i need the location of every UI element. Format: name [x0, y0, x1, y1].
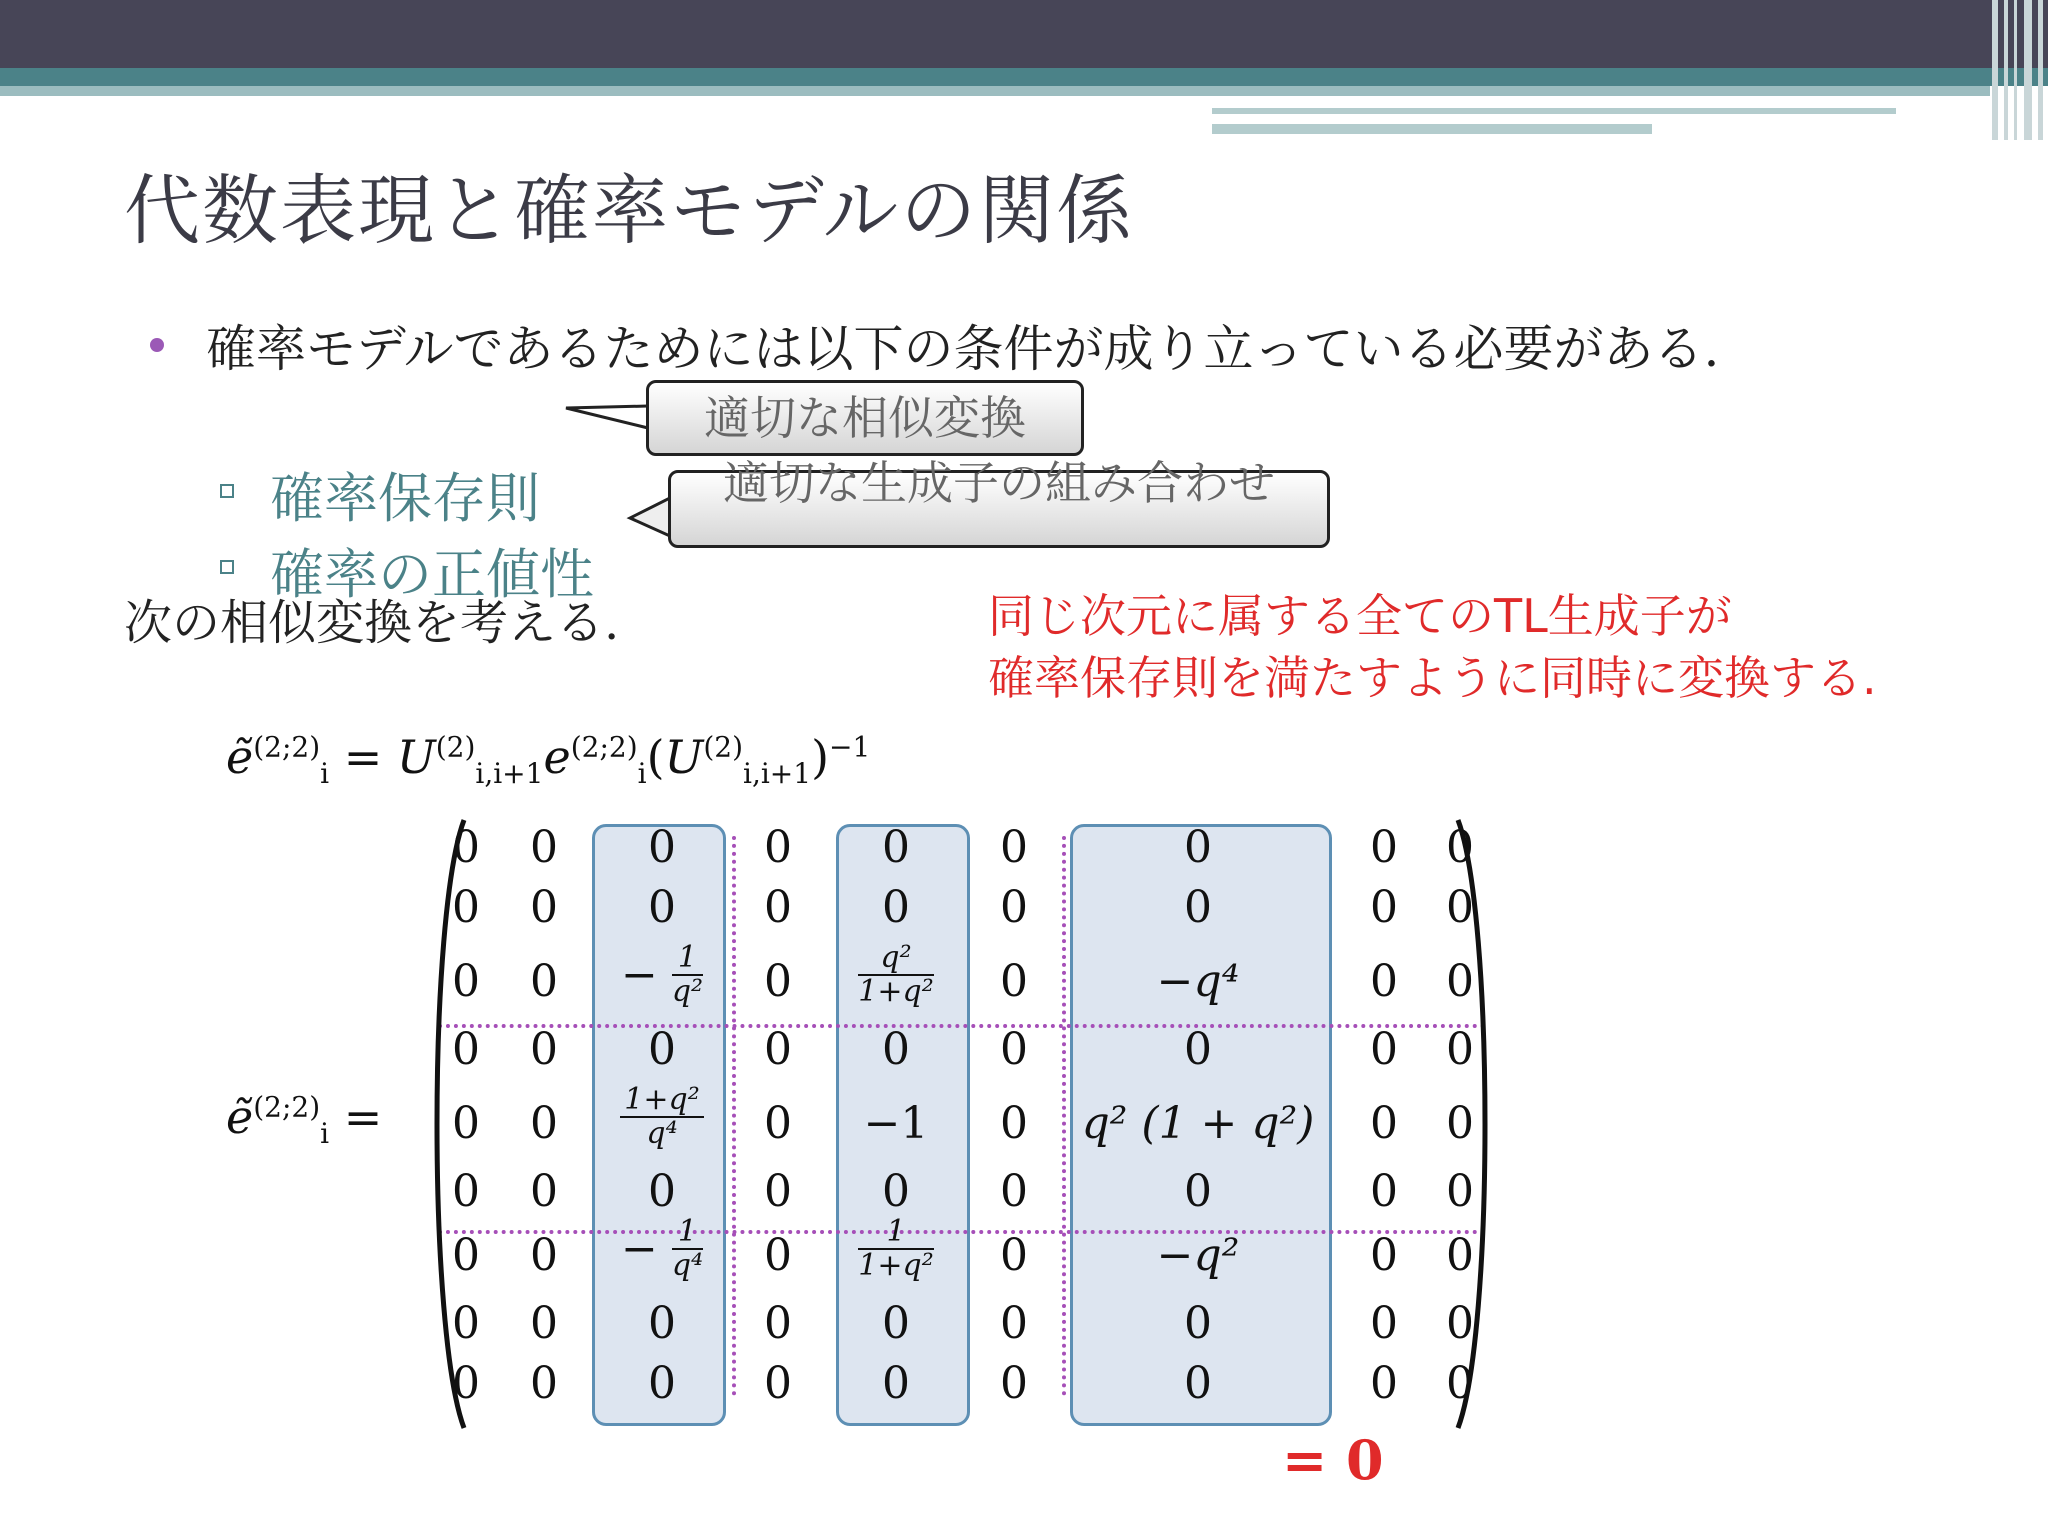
header-vertical-stripe	[1992, 0, 1998, 140]
header-stripe	[1212, 124, 1652, 134]
matrix-cell: 0	[882, 822, 910, 873]
matrix-cell: 0	[452, 1298, 480, 1349]
matrix-cell: 0	[1000, 1358, 1028, 1409]
intro-text: 次の相似変換を考える.	[124, 595, 620, 651]
header-bar	[0, 0, 2048, 68]
matrix-cell: 0	[882, 1298, 910, 1349]
equation-lhs: ẽ	[226, 730, 254, 784]
equation-lhs-sup: (2;2)	[253, 730, 321, 764]
matrix-cell: 0	[764, 1024, 792, 1075]
matrix-cell: 0	[530, 1298, 558, 1349]
matrix-lhs-symbol: ẽ	[226, 1090, 254, 1144]
callout-similarity-transform	[646, 380, 1084, 456]
matrix-cell: 0	[764, 1230, 792, 1281]
u-inv-sup: (2)	[703, 730, 743, 764]
fraction-numerator: q²	[858, 942, 933, 976]
u-sub: i,i+1	[475, 757, 544, 791]
fraction-sign: −	[620, 1223, 672, 1275]
sub-bullet-conservation: 確率保存則	[270, 467, 540, 530]
header-vertical-stripe	[2038, 0, 2043, 140]
matrix-cell: 0	[882, 1024, 910, 1075]
similarity-equation: ẽ$^{(2;2)}_i$ = $U^{(2)}_{i,i+1}e^{(2;2)}_i(U^{(2)}_{i,i+1})^{-1}$	[226, 730, 871, 791]
matrix-lhs	[226, 1090, 382, 1150]
matrix-cell: 0	[1370, 822, 1398, 873]
fraction-numerator: 1	[672, 942, 703, 976]
fraction-denominator: q²	[671, 974, 704, 1009]
matrix-cell: 0	[764, 882, 792, 933]
matrix-cell: 0	[648, 1166, 676, 1217]
callout-generator-combination-label: 適切な生成子の組み合わせ	[723, 456, 1275, 510]
matrix-equals: =	[343, 1090, 383, 1144]
fraction-numerator: 1	[858, 1216, 933, 1250]
matrix-cell: −q²	[1156, 1230, 1240, 1281]
header-vertical-stripe	[2024, 0, 2032, 140]
note-line-1: 同じ次元に属する全てのTL生成子が	[988, 589, 1732, 643]
matrix-cell: 0	[1000, 1024, 1028, 1075]
matrix-lhs-sup: (2;2)	[253, 1090, 321, 1124]
matrix-cell: 0	[1370, 1298, 1398, 1349]
header-vertical-stripe	[2014, 0, 2017, 140]
matrix-cell: 0	[1446, 1166, 1474, 1217]
matrix-cell: 0	[452, 956, 480, 1007]
matrix-cell: 0	[1370, 1230, 1398, 1281]
fraction-numerator: 1	[672, 1216, 703, 1250]
bullet-icon	[150, 338, 164, 352]
matrix-cell: 0	[1446, 1230, 1474, 1281]
equation-lhs-sub: i	[320, 757, 330, 791]
matrix-cell: 0	[648, 1024, 676, 1075]
header-vertical-stripe	[2004, 0, 2008, 140]
matrix-cell: 0	[1000, 882, 1028, 933]
callout-similarity-transform-label: 適切な相似変換	[704, 391, 1026, 445]
matrix-cell: 0	[1446, 1024, 1474, 1075]
matrix-cell: 0	[648, 882, 676, 933]
sub-bullet-icon	[220, 484, 234, 498]
fraction-numerator: 1+q²	[620, 1084, 703, 1118]
u-inv-sub: i,i+1	[743, 757, 812, 791]
matrix-cell	[602, 942, 722, 1008]
matrix-cell: 0	[764, 1098, 792, 1149]
fraction	[620, 1084, 703, 1150]
matrix-cell: 0	[1446, 1298, 1474, 1349]
matrix-cell: q² (1 + q²)	[1081, 1098, 1315, 1149]
matrix-cell: 0	[452, 1230, 480, 1281]
fraction	[672, 1216, 703, 1282]
matrix-cell: 0	[452, 1166, 480, 1217]
matrix-cell: 0	[452, 1098, 480, 1149]
fraction-denominator: 1+q²	[858, 974, 934, 1009]
matrix-cell: 0	[1000, 1166, 1028, 1217]
matrix-cell: 0	[1370, 1098, 1398, 1149]
matrix-cell: 0	[648, 1358, 676, 1409]
matrix-cell: 0	[1370, 1358, 1398, 1409]
matrix-cell: 0	[1000, 822, 1028, 873]
u-sup: (2)	[435, 730, 476, 764]
matrix-cell: 0	[764, 1358, 792, 1409]
matrix-cell: 0	[1184, 1358, 1212, 1409]
result-equals-zero: = 0	[1282, 1428, 1384, 1492]
e-sup: (2;2)	[570, 730, 638, 764]
e-sub: i	[637, 757, 647, 791]
matrix-cell: 0	[1000, 1298, 1028, 1349]
matrix-cell: 0	[764, 1298, 792, 1349]
matrix-cell: 0	[530, 882, 558, 933]
matrix-cell: 0	[530, 1358, 558, 1409]
header-accent-bar	[0, 68, 2048, 86]
matrix-cell: −q⁴	[1156, 956, 1240, 1007]
matrix-cell: 0	[882, 882, 910, 933]
matrix-cell: 0	[1446, 882, 1474, 933]
matrix-cell: 0	[1446, 822, 1474, 873]
matrix-cell: 0	[882, 1358, 910, 1409]
matrix-cell: 0	[648, 822, 676, 873]
matrix-cell: 0	[452, 882, 480, 933]
matrix-cell: 0	[764, 956, 792, 1007]
matrix-cell: 0	[1000, 1098, 1028, 1149]
matrix-cell: 0	[1184, 882, 1212, 933]
matrix-cell: 0	[882, 1166, 910, 1217]
matrix-cell: 0	[452, 1358, 480, 1409]
fraction-denominator: q⁴	[646, 1116, 678, 1151]
matrix-cell	[602, 1216, 722, 1282]
matrix-cell: 0	[530, 822, 558, 873]
header-accent-bar-light	[0, 86, 1990, 96]
fraction-denominator: 1+q²	[858, 1248, 934, 1283]
callout-generator-combination	[668, 456, 1330, 548]
matrix-cell: 0	[1446, 956, 1474, 1007]
matrix-cell: 0	[1446, 1358, 1474, 1409]
matrix-cell: 0	[1370, 956, 1398, 1007]
matrix-cell: 0	[648, 1298, 676, 1349]
matrix-cell: 0	[1184, 1166, 1212, 1217]
fraction-denominator: q⁴	[671, 1248, 704, 1283]
matrix-cell: 0	[764, 822, 792, 873]
matrix-cell	[836, 942, 956, 1008]
fraction	[672, 942, 703, 1008]
matrix-cell: 0	[530, 956, 558, 1007]
matrix-cell: 0	[1184, 822, 1212, 873]
matrix-cell: 0	[452, 1024, 480, 1075]
matrix-cell: 0	[1000, 956, 1028, 1007]
matrix-cell	[602, 1084, 722, 1150]
note-line-2: 確率保存則を満たすように同時に変換する.	[988, 651, 1877, 705]
slide-title: 代数表現と確率モデルの関係	[124, 166, 1135, 255]
sub-bullet-positivity: 確率の正値性	[270, 543, 594, 606]
sub-bullet-icon	[220, 560, 234, 574]
matrix-cell: 0	[530, 1024, 558, 1075]
header-stripe	[1212, 108, 1896, 114]
fraction	[858, 1216, 933, 1282]
matrix-cell: 0	[1446, 1098, 1474, 1149]
matrix-cell: 0	[1184, 1024, 1212, 1075]
fraction-sign: −	[620, 949, 672, 1001]
matrix-cell: 0	[764, 1166, 792, 1217]
matrix-cell: 0	[1370, 1166, 1398, 1217]
matrix-cell: 0	[1370, 882, 1398, 933]
matrix-cell: 0	[530, 1166, 558, 1217]
matrix-cell: 0	[452, 822, 480, 873]
matrix-cell	[836, 1216, 956, 1282]
matrix-cell: 0	[530, 1230, 558, 1281]
fraction	[858, 942, 933, 1008]
matrix-cell: 0	[530, 1098, 558, 1149]
matrix-lhs-sub: i	[320, 1117, 330, 1151]
matrix-cell: 0	[1000, 1230, 1028, 1281]
matrix-cell: −1	[863, 1098, 929, 1149]
matrix-cell: 0	[1370, 1024, 1398, 1075]
matrix-cell: 0	[1184, 1298, 1212, 1349]
bullet-text: 確率モデルであるためには以下の条件が成り立っている必要がある.	[206, 320, 1720, 378]
